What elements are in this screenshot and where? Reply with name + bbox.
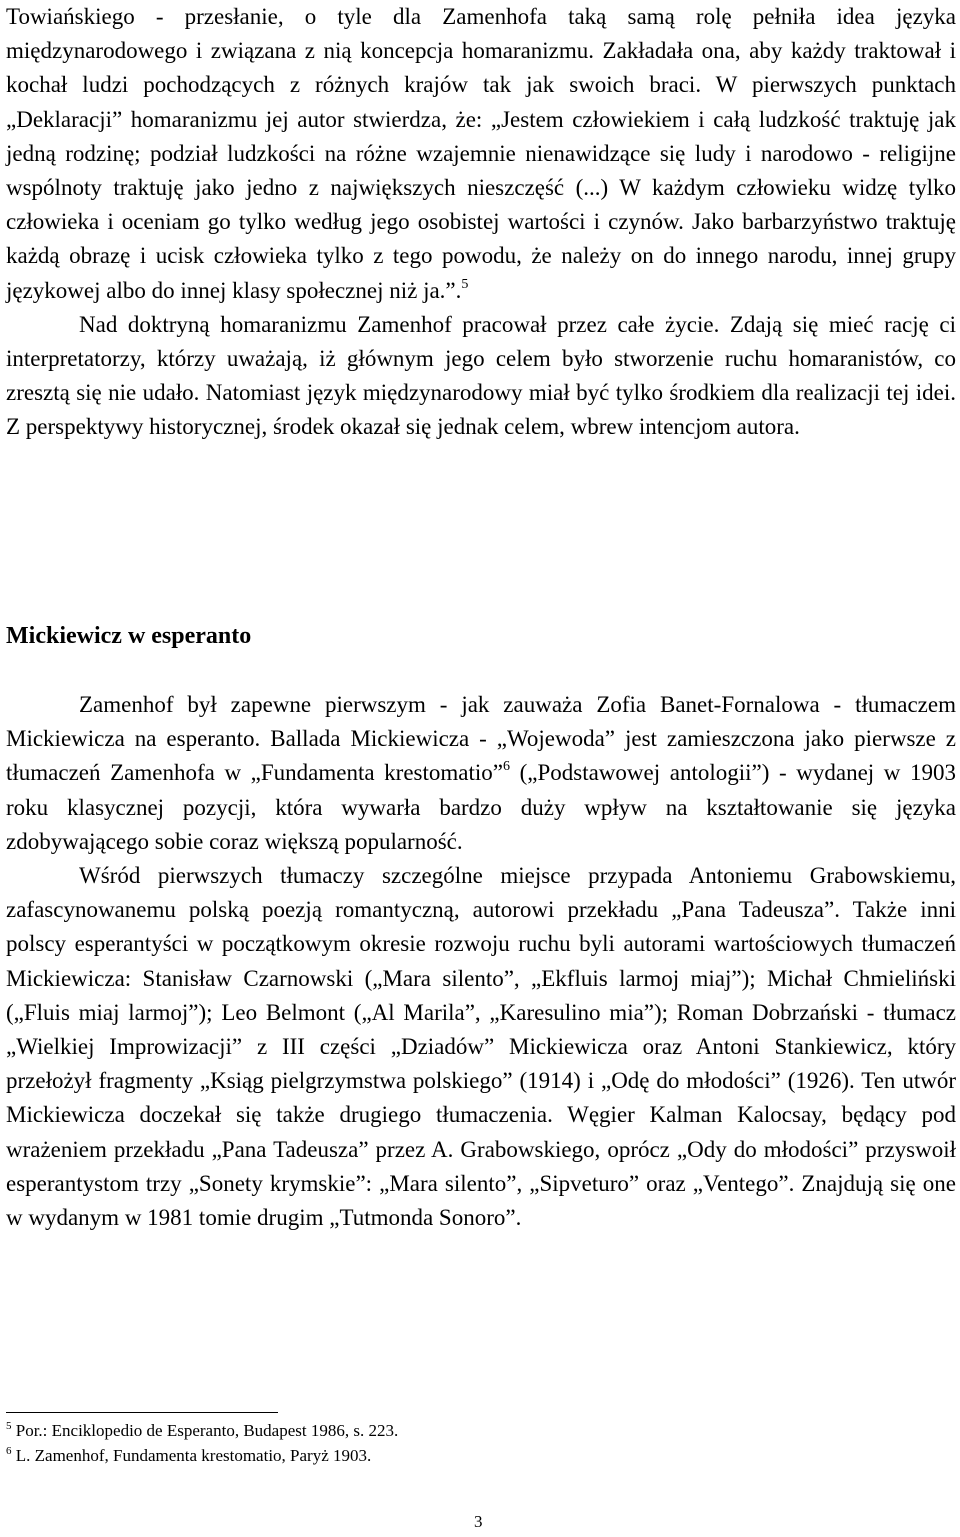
paragraph-text: Zamenhof był zapewne pierwszym - jak zauważa Zofia Banet-Fornalowa - tłumaczem Mickiewicza na esperanto. Ballada Mickiewicza - „Wojewoda” jest zamieszczona jako pierwsze z tłumaczeń Zamenhofa w „Fundamenta krestomatio” <box>6 692 956 786</box>
footnote-ref-5: 5 <box>461 276 469 292</box>
footnote-6 <box>6 1443 956 1468</box>
paragraph-early-translators <box>6 859 956 1235</box>
footnote-number: 6 <box>6 1445 12 1457</box>
footnote-ref-6: 6 <box>502 759 510 775</box>
paragraph-text: Wśród pierwszych tłumaczy szczególne miejsce przypada Antoniemu Grabowskiemu, zafascynowanemu polską poezją romantyczną, autorowi przekładu „Pana Tadeusza”. Także inni polscy esperantyści w początkowym okresie rozwoju ruchu byli autorami wartościowych tłumaczeń Mickiewicza: Stanisław Czarnowski („Mara silento”, „Ekfluis larmoj miaj”); Michał Chmieliński („Fluis miaj larmoj”); Leo Belmont („Al Marila”, „Karesulino mia”); Roman Dobrzański - tłumacz „Wielkiej Improwizacji” z III części „Dziadów” Mickiewicza oraz Antoni Stankiewicz, który przełożył fragmenty „Ksiąg pielgrzymstwa polskiego” (1914) i „Odę do młodości” (1926). Ten utwór Mickiewicza doczekał się także drugiego tłumaczenia. Węgier Kalman Kalocsay, będący pod wrażeniem przekładu „Pana Tadeusza” przez A. Grabowskiego, oprócz „Ody do młodości” przyswoił esperantystom trzy „Sonety krymskie”: „Mara silento”, „Sipveturo” oraz „Ventego”. Znajdują się one w wydanym w 1981 tomie drugim „Tutmonda Sonoro”. <box>6 863 956 1231</box>
body-text-top <box>6 0 956 445</box>
footnote-text: Por.: Enciklopedio de Esperanto, Budapest 1986, s. 223. <box>15 1421 399 1440</box>
paragraph-text: Nad doktryną homaranizmu Zamenhof pracował przez całe życie. Zdają się mieć rację ci interpretatorzy, którzy uważają, iż głównym jego celem było stworzenie ruchu homaranistów, co zresztą się nie udało. Natomiast język międzynarodowy miał być tylko środkiem dla realizacji tej idei. Z perspektywy historycznej, środek okazał się jednak celem, wbrew intencjom autora. <box>6 311 956 440</box>
footnote-separator <box>6 1412 278 1413</box>
paragraph-zamenhof-translator <box>6 688 956 859</box>
paragraph-text: Towiańskiego - przesłanie, o tyle dla Zamenhofa taką samą rolę pełniła idea języka międzynarodowego i związana z nią koncepcja homaranizmu. Zakładała ona, aby każdy traktował i kochał ludzi pochodzących z różnych krajów tak jak swoich braci. W pierwszych punktach „Deklaracji” homaranizmu jej autor stwierdza, że: „Jestem człowiekiem i całą ludzkość traktuję jak jedną rodzinę; podział ludzkości na różne wzajemnie nienawidzące się ludy i narodowo - religijne wspólnoty traktuję jako jedno z największych nieszczęść (...) W każdym człowieku widzę tylko człowieka i oceniam go tylko według jego osobistej wartości i czynów. Jako barbarzyństwo traktuję każdą obrazę i ucisk człowieka tylko z tego powodu, że należy on do innego narodu, innej grupy językowej albo do innej klasy społecznej niż ja.”. <box>6 4 956 303</box>
footnote-text: L. Zamenhof, Fundamenta krestomatio, Paryż 1903. <box>15 1446 372 1465</box>
page-number: 3 <box>474 1512 483 1531</box>
footnotes <box>6 1418 956 1468</box>
paragraph-homaranism-doctrine <box>6 308 956 445</box>
footnote-number: 5 <box>6 1420 12 1432</box>
paragraph-text-continued: („Podstawowej antologii”) - wydanej w 1903 roku klasycznej pozycji, która wywarła bardzo duży wpływ na kształtowanie się języka zdobywającego sobie coraz większą popularność. <box>6 760 956 854</box>
section-body <box>6 688 956 1235</box>
paragraph-homaranism-declaration <box>6 0 956 308</box>
footnote-5 <box>6 1418 956 1443</box>
section-heading: Mickiewicz w esperanto <box>6 623 252 649</box>
